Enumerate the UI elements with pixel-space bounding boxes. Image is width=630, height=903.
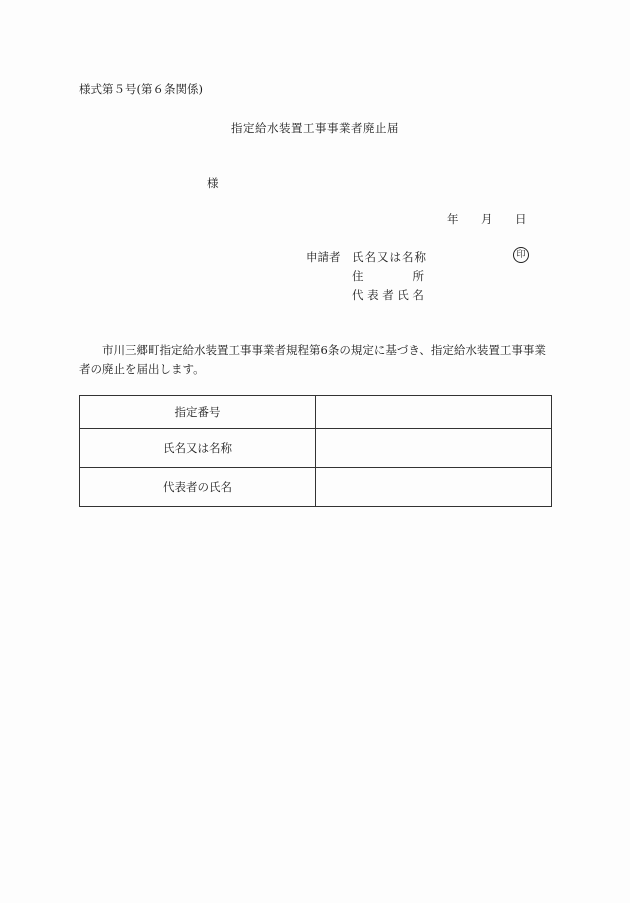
- addressee-suffix: 様: [207, 176, 219, 190]
- applicant-representative-label: 代表者氏名: [352, 288, 428, 302]
- date-month-label: 月: [481, 212, 493, 226]
- form-number: 様式第５号(第６条関係): [79, 82, 203, 96]
- applicant-label: 申請者: [306, 250, 341, 264]
- table-value-representative[interactable]: [316, 468, 552, 507]
- table-label-name: 氏名又は名称: [80, 429, 316, 468]
- info-table: [79, 395, 552, 507]
- date-day-label: 日: [515, 212, 527, 226]
- address-label-char-1: 住: [352, 269, 364, 283]
- table-row: [80, 396, 552, 429]
- table-row: [80, 429, 552, 468]
- applicant-address-label: [352, 268, 424, 284]
- table-row: [80, 468, 552, 507]
- date-year-label: 年: [447, 212, 459, 226]
- table-value-name[interactable]: [316, 429, 552, 468]
- table-label-representative: 代表者の氏名: [80, 468, 316, 507]
- applicant-name-label: 氏名又は名称: [352, 250, 427, 264]
- table-label-designation-number: 指定番号: [80, 396, 316, 429]
- body-text: 市川三郷町指定給水装置工事事業者規程第6条の規定に基づき、指定給水装置工事事業者の廃止を届出します。: [79, 343, 546, 376]
- seal-icon: 印: [513, 247, 529, 263]
- address-label-char-2: 所: [412, 269, 424, 283]
- document-title: 指定給水装置工事事業者廃止届: [231, 121, 399, 135]
- table-value-designation-number[interactable]: [316, 396, 552, 429]
